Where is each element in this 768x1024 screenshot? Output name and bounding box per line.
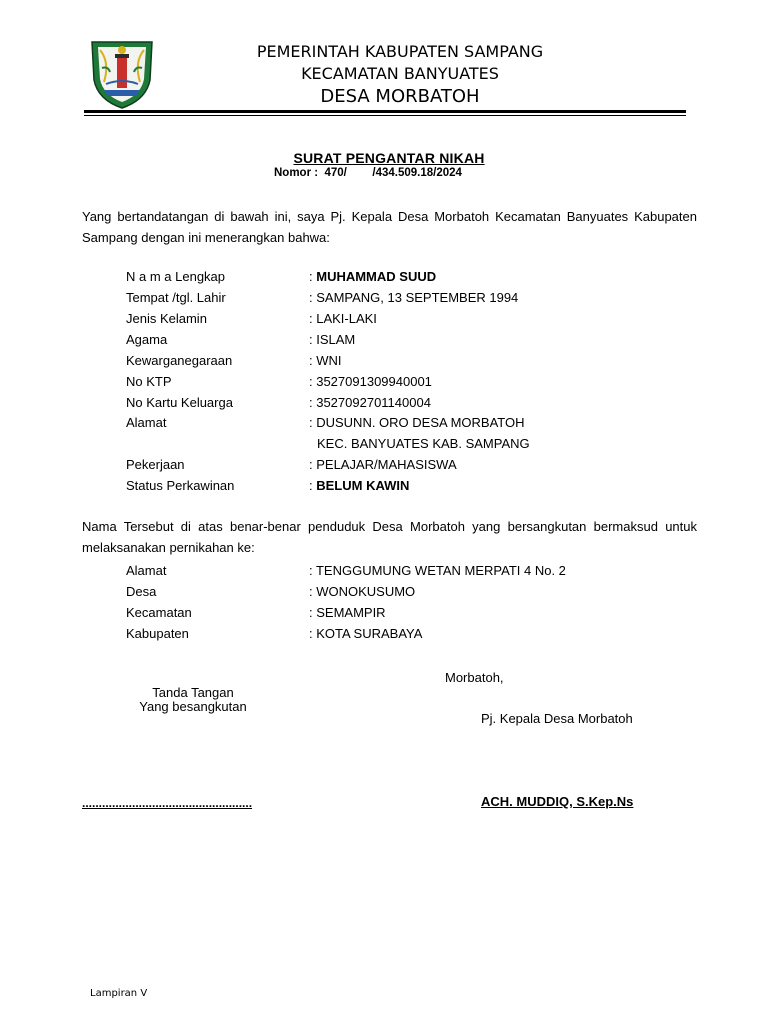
value-address-line2: KEC. BANYUATES KAB. SAMPANG	[317, 436, 530, 451]
value-marital-status: : BELUM KAWIN	[309, 478, 410, 493]
header-government: PEMERINTAH KABUPATEN SAMPANG	[256, 42, 544, 61]
value-gender: : LAKI-LAKI	[309, 311, 377, 326]
label-family-card: No Kartu Keluarga	[126, 395, 233, 410]
value-full-name: : MUHAMMAD SUUD	[309, 269, 437, 284]
label-id-number: No KTP	[126, 374, 172, 389]
value-id-number: : 3527091309940001	[309, 374, 432, 389]
value-dest-village: : WONOKUSUMO	[309, 584, 416, 599]
label-address: Alamat	[126, 415, 167, 430]
place-date: Morbatoh,	[445, 670, 504, 685]
value-dest-regency: : KOTA SURABAYA	[309, 626, 423, 641]
label-dest-village: Desa	[126, 584, 157, 599]
value-dest-address: : TENGGUMUNG WETAN MERPATI 4 No. 2	[309, 563, 566, 578]
label-full-name: N a m a Lengkap	[126, 269, 226, 284]
label-religion: Agama	[126, 332, 168, 347]
value-citizenship: : WNI	[309, 353, 342, 368]
value-religion: : ISLAM	[309, 332, 356, 347]
value-address: : DUSUNN. ORO DESA MORBATOH	[309, 415, 525, 430]
intro-paragraph: Yang bertandatangan di bawah ini, saya Pj. Kepala Desa Morbatoh Kecamatan Banyuates Kabupaten Sampang dengan ini menerangkan bahwa:	[82, 209, 697, 245]
label-marital-status: Status Perkawinan	[126, 478, 235, 493]
label-birth: Tempat /tgl. Lahir	[126, 290, 226, 305]
label-dest-subdistrict: Kecamatan	[126, 605, 192, 620]
header-village: DESA MORBATOH	[320, 86, 480, 107]
header-district: KECAMATAN BANYUATES	[301, 64, 499, 83]
sign-left-line2: Yang besangkutan	[139, 699, 247, 714]
header-rule-thin	[84, 115, 686, 116]
applicant-signature-blank: ...................................................	[82, 796, 253, 810]
value-dest-subdistrict: : SEMAMPIR	[309, 605, 386, 620]
value-occupation: : PELAJAR/MAHASISWA	[309, 457, 457, 472]
attachment-label: Lampiran V	[90, 988, 148, 999]
value-family-card: : 3527092701140004	[309, 395, 431, 410]
label-occupation: Pekerjaan	[126, 457, 185, 472]
sign-right-title: Pj. Kepala Desa Morbatoh	[481, 711, 633, 726]
header-rule-thick	[84, 110, 686, 113]
letter-number: Nomor : 470/ /434.509.18/2024	[274, 167, 462, 179]
label-gender: Jenis Kelamin	[126, 311, 207, 326]
middle-paragraph: Nama Tersebut di atas benar-benar penduduk Desa Morbatoh yang bersangkutan bermaksud untuk melaksanakan pernikahan ke:	[82, 519, 697, 555]
official-name: ACH. MUDDIQ, S.Kep.Ns	[481, 794, 634, 809]
sign-left-line1: Tanda Tangan	[152, 685, 234, 700]
label-dest-address: Alamat	[126, 563, 167, 578]
letter-title: SURAT PENGANTAR NIKAH	[293, 150, 485, 166]
label-dest-regency: Kabupaten	[126, 626, 189, 641]
regency-logo	[86, 38, 158, 110]
label-citizenship: Kewarganegaraan	[126, 353, 233, 368]
value-birth: : SAMPANG, 13 SEPTEMBER 1994	[309, 290, 519, 305]
